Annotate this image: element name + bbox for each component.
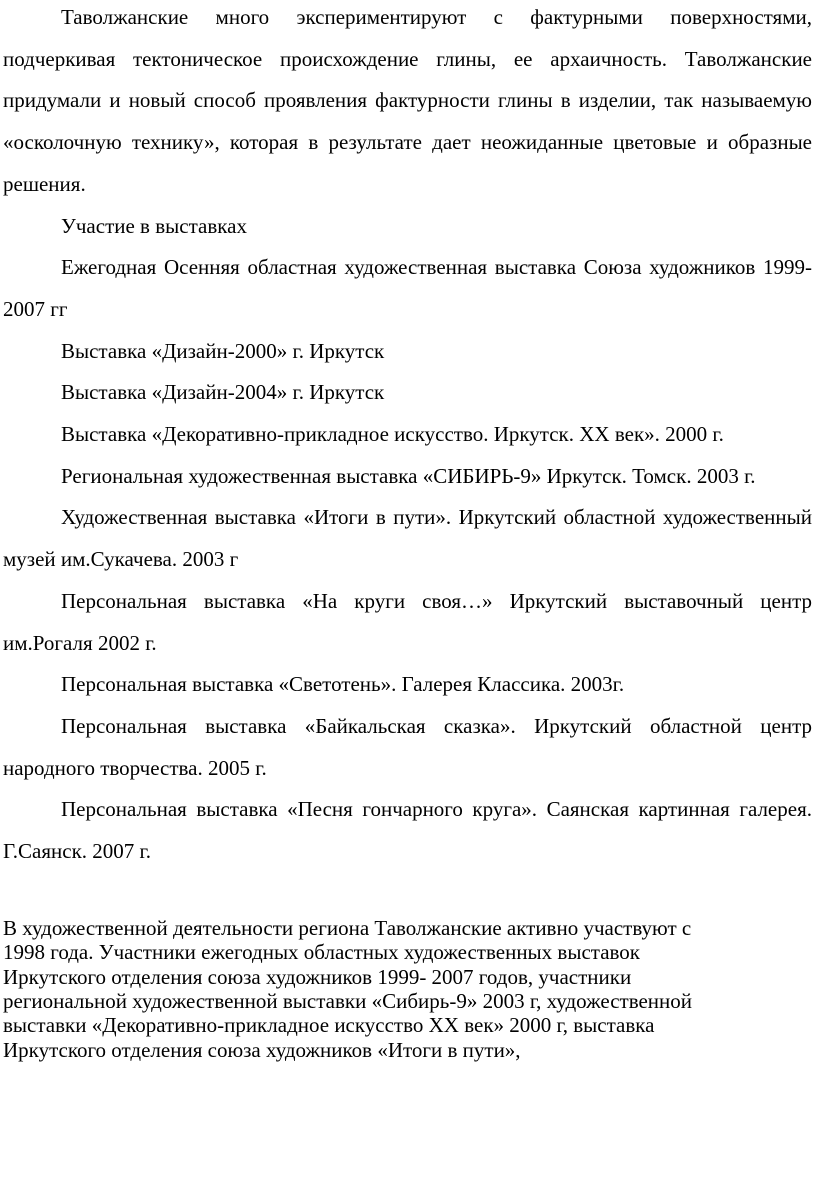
heading-exhibitions: Участие в выставках [61,213,247,238]
exhibition-item: Персональная выставка «Байкальская сказка». Иркутский областной центр народного творчества. 2005 г. [3,713,812,780]
footer-paragraph [3,916,812,1062]
footer-line: В художественной деятельности региона Таволжанские активно участвуют с [3,915,692,940]
footer-line: Иркутского отделения союза художников «Итоги в пути», [3,1037,521,1062]
exhibition-item: Выставка «Дизайн-2000» г. Иркутск [61,338,385,363]
footer-line: региональной художественной выставки «Сибирь-9» 2003 г, художественной [3,988,693,1013]
footer-line: выставки «Декоративно-прикладное искусство ХХ век» 2000 г, выставка [3,1013,655,1038]
exhibition-item: Выставка «Декоративно-прикладное искусство. Иркутск. ХХ век». 2000 г. [61,422,724,447]
exhibition-item: Персональная выставка «Светотень». Галерея Классика. 2003г. [61,672,625,697]
paragraph-texture-techniques: Таволжанские много экспериментируют с фактурными поверхностями, подчеркивая тектоническое происхождение глины, ее архаичность. Таволжанские придумали и новый способ проявления фактурности глины в изделии, так называемую «осколочную технику», которая в результате дает неожиданные цветовые и образные решения. [3,5,812,196]
exhibition-item: Персональная выставка «Песня гончарного круга». Саянская картинная галерея. Г.Саянск. 2007 г. [3,797,812,864]
exhibition-item: Персональная выставка «На круги своя…» Иркутский выставочный центр им.Рогаля 2002 г. [3,588,812,655]
exhibition-item: Выставка «Дизайн-2004» г. Иркутск [61,380,385,405]
footer-line: Иркутского отделения союза художников 1999- 2007 годов, участники [3,964,632,989]
main-text-block [3,0,812,873]
footer-line: 1998 года. Участники ежегодных областных художественных выставок [3,940,640,965]
footer-text-block [3,916,812,1062]
paragraph-gap [3,873,812,916]
exhibition-item: Ежегодная Осенняя областная художественная выставка Союза художников 1999-2007 гг [3,255,812,321]
exhibition-item: Региональная художественная выставка «СИБИРЬ-9» Иркутск. Томск. 2003 г. [61,463,756,488]
exhibition-item: Художественная выставка «Итоги в пути». Иркутский областной художественный музей им.Сукачева. 2003 г [3,505,812,572]
